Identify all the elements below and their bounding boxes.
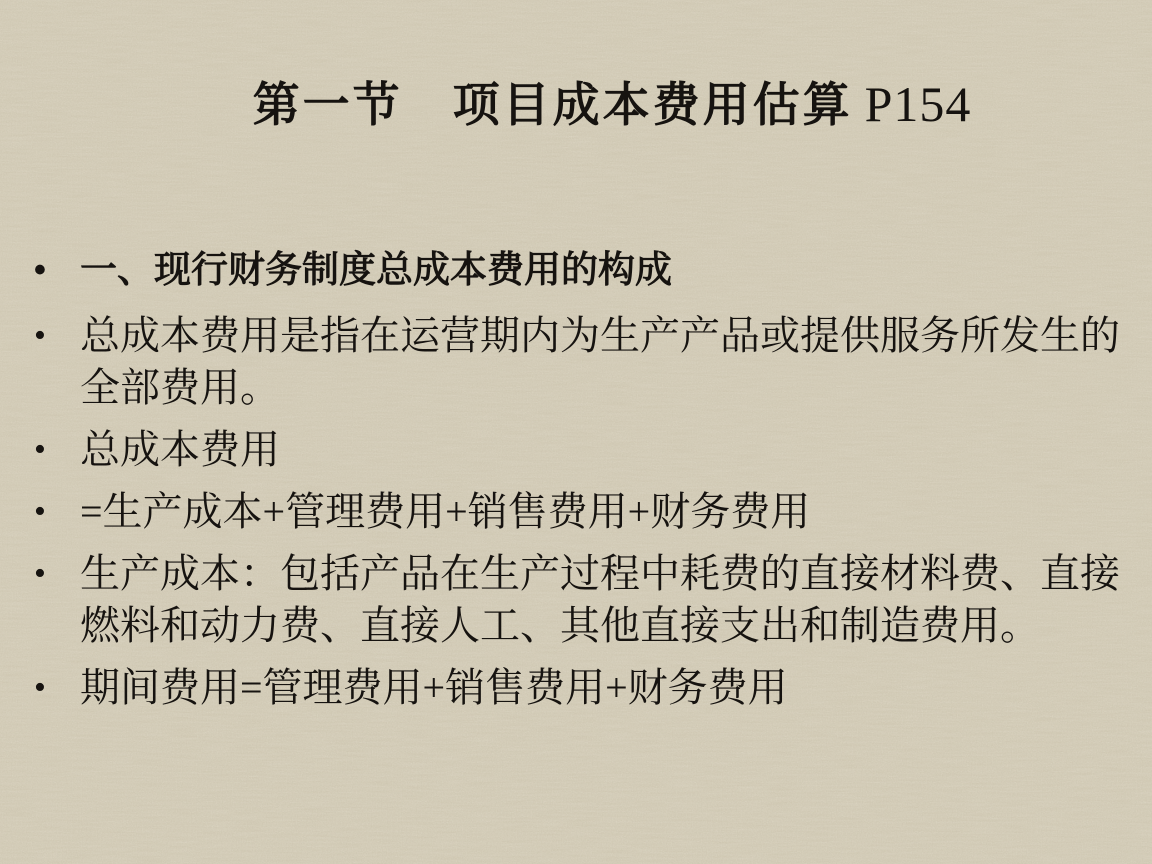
bullet-icon: •: [34, 251, 46, 289]
bullet-text: =生产成本+管理费用+销售费用+财务费用: [80, 489, 811, 535]
bullet-item: [30, 310, 1126, 414]
bullet-list: [30, 246, 1126, 724]
bullet-item: [30, 548, 1126, 652]
bullet-icon: •: [34, 317, 46, 355]
page-reference: P154: [864, 76, 972, 132]
bullet-icon: •: [34, 669, 46, 707]
bullet-icon: •: [34, 431, 46, 469]
bullet-item: [30, 424, 1126, 476]
bullet-text: 一、现行财务制度总成本费用的构成: [80, 249, 672, 290]
bullet-item: [30, 486, 1126, 538]
bullet-icon: •: [34, 555, 46, 593]
bullet-text: 生产成本：包括产品在生产过程中耗费的直接材料费、直接燃料和动力费、直接人工、其他直接支出和制造费用。: [80, 551, 1120, 649]
bullet-text: 期间费用=管理费用+销售费用+财务费用: [80, 665, 788, 711]
bullet-text: 总成本费用: [80, 427, 280, 473]
bullet-icon: •: [34, 493, 46, 531]
bullet-text: 总成本费用是指在运营期内为生产产品或提供服务所发生的全部费用。: [80, 313, 1120, 411]
slide-title: [0, 68, 1152, 135]
slide-title-text: 第一节 项目成本费用估算: [252, 80, 853, 132]
bullet-item: [30, 662, 1126, 714]
bullet-item-heading: [30, 246, 1126, 294]
